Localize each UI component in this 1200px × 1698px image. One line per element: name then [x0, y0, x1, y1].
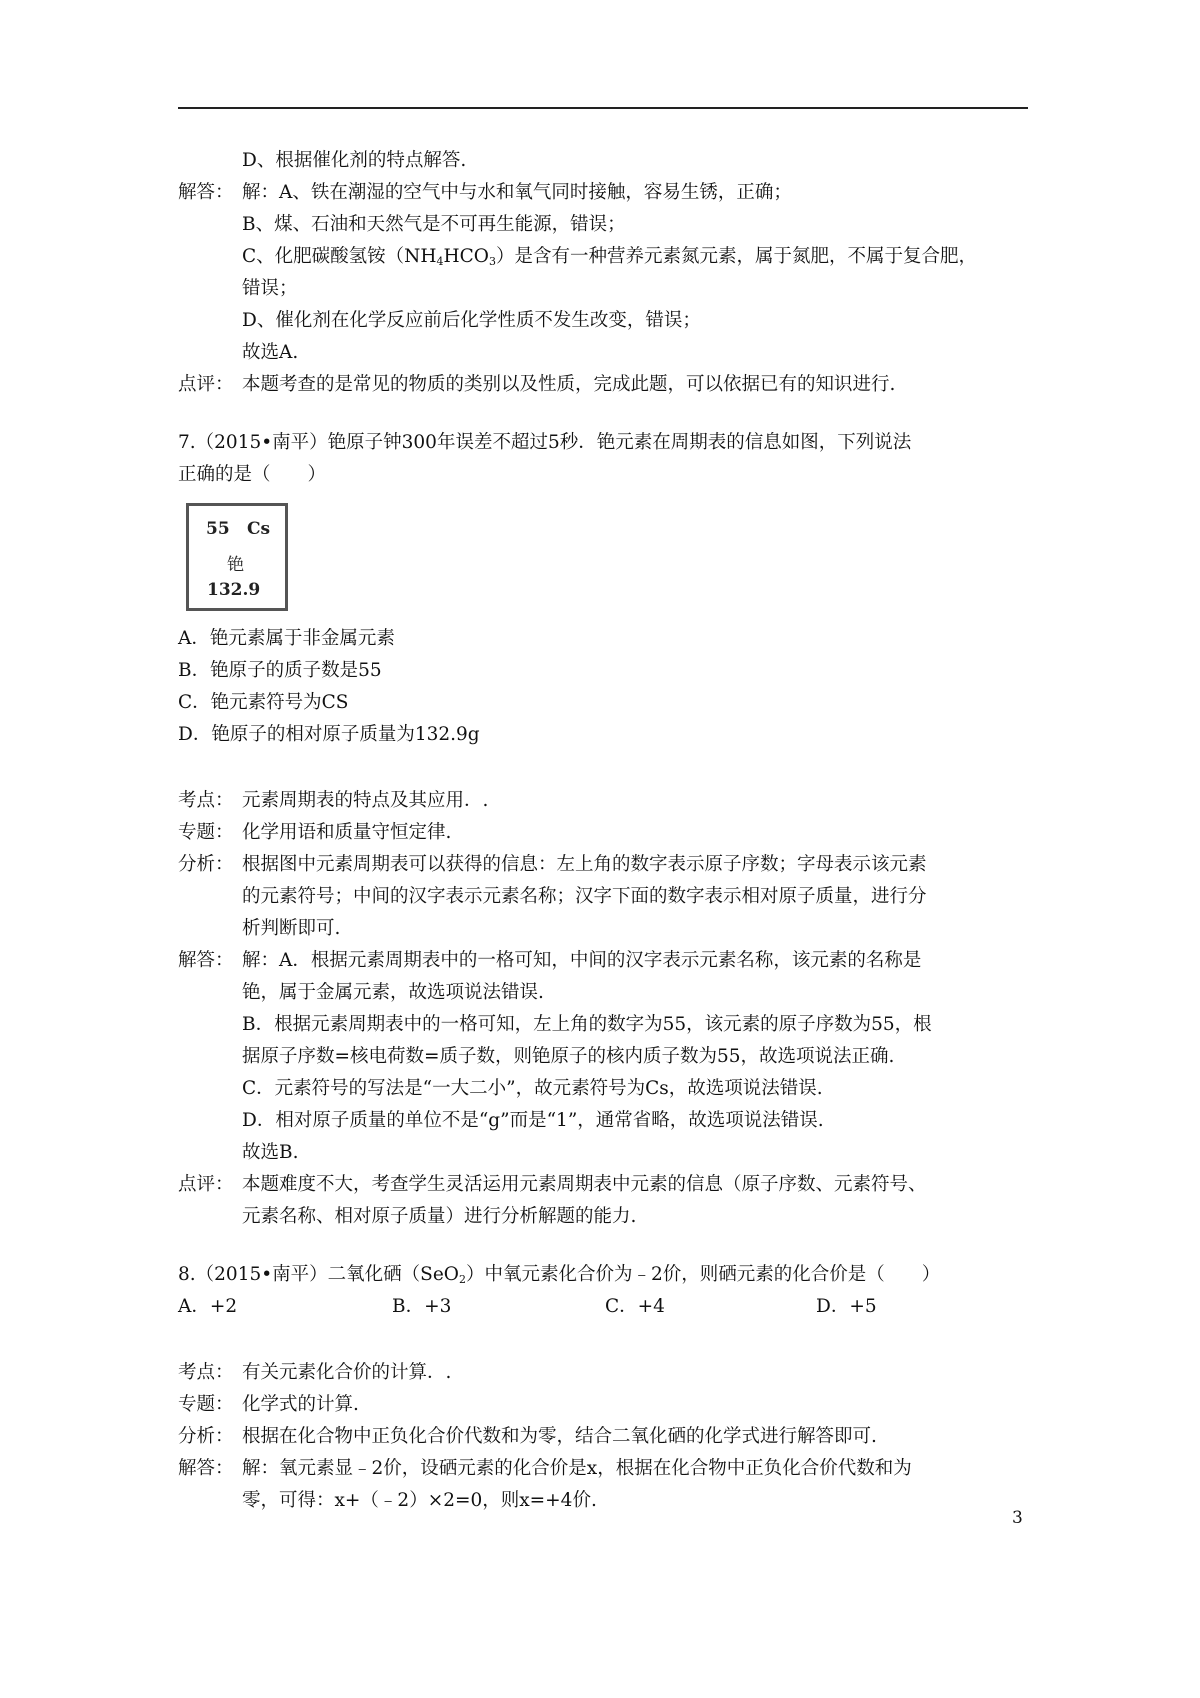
q8-kaodian: 有关元素化合价的计算．. — [242, 1362, 452, 1383]
q7-option-b: B．铯原子的质子数是55 — [178, 660, 382, 681]
q6-analysis-d: D、根据催化剂的特点解答. — [242, 150, 467, 171]
q6-comment: 本题考查的是常见的物质的类别以及性质，完成此题，可以依据已有的知识进行. — [242, 374, 896, 395]
q7-fenxi-1: 根据图中元素周期表可以获得的信息：左上角的数字表示原子序数；字母表示该元素 — [242, 854, 927, 875]
q8-option-b: B．+3 — [392, 1296, 452, 1317]
cell-atomic-number: 55 — [206, 519, 230, 539]
q7-fenxi-label: 分析： — [178, 854, 234, 875]
q6-answer-a: 解：A、铁在潮湿的空气中与水和氧气同时接触，容易生锈，正确； — [242, 182, 792, 203]
q7-zhuanti: 化学用语和质量守恒定律. — [242, 822, 452, 843]
q7-jieda-2: 铯，属于金属元素，故选项说法错误. — [242, 982, 544, 1003]
cell-name: 铯 — [227, 555, 244, 575]
q6-answer-label: 解答： — [178, 182, 234, 203]
cell-mass: 132.9 — [207, 580, 261, 600]
q8-fenxi: 根据在化合物中正负化合价代数和为零，结合二氧化硒的化学式进行解答即可. — [242, 1426, 877, 1447]
q8-option-a: A．+2 — [178, 1296, 238, 1317]
q7-dianping-2: 元素名称、相对原子质量）进行分析解题的能力. — [242, 1206, 637, 1227]
q6-answer-c: C、化肥碳酸氢铵$(NH_4HCO_3)$是含有一种营养元素氮元素，属于氮肥，不属于复合肥， — [242, 246, 977, 268]
q7-fenxi-2: 的元素符号；中间的汉字表示元素名称；汉字下面的数字表示相对原子质量，进行分 — [242, 886, 927, 907]
q7-zhuanti-label: 专题： — [178, 822, 234, 843]
q7-option-c: C．铯元素符号为CS — [178, 692, 349, 713]
q7-kaodian-label: 考点： — [178, 790, 234, 811]
q8-stem: 8.（2015•南平）二氧化硒（SeO$_2$）中氧元素化合价为﹣2价，则硒元素的化合价是（ ） — [178, 1264, 941, 1286]
cesium-periodic-cell — [186, 503, 288, 611]
q8-kaodian-label: 考点： — [178, 1362, 234, 1383]
q6-answer-c-cont: 错误； — [242, 278, 298, 299]
q7-dianping-1: 本题难度不大，考查学生灵活运用元素周期表中元素的信息（原子序数、元素符号、 — [242, 1174, 927, 1195]
q7-jieda-4: 据原子序数=核电荷数=质子数，则铯原子的核内质子数为55，故选项说法正确. — [242, 1046, 895, 1067]
q8-jieda-2: 零，可得：x+（﹣2）×2=0，则x=+4价. — [242, 1490, 597, 1511]
q8-zhuanti-label: 专题： — [178, 1394, 234, 1415]
cell-symbol: Cs — [247, 519, 271, 539]
q6-answer-b: B、煤、石油和天然气是不可再生能源，错误； — [242, 214, 626, 235]
q7-fenxi-3: 析判断即可. — [242, 918, 341, 939]
q8-jieda-label: 解答： — [178, 1458, 234, 1479]
q7-kaodian: 元素周期表的特点及其应用．. — [242, 790, 489, 811]
q7-jieda-1: 解：A．根据元素周期表中的一格可知，中间的汉字表示元素名称，该元素的名称是 — [242, 950, 922, 971]
q7-jieda-6: D．相对原子质量的单位不是“g”而是“1”，通常省略，故选项说法错误. — [242, 1110, 824, 1131]
q7-jieda-3: B．根据元素周期表中的一格可知，左上角的数字为55，该元素的原子序数为55，根 — [242, 1014, 932, 1035]
q7-jieda-7: 故选B. — [242, 1142, 299, 1163]
q6-choice: 故选A. — [242, 342, 299, 363]
q7-dianping-label: 点评： — [178, 1174, 234, 1195]
q7-option-d: D．铯原子的相对原子质量为132.9g — [178, 724, 480, 745]
q8-option-d: D．+5 — [816, 1296, 877, 1317]
q6-answer-d: D、催化剂在化学反应前后化学性质不发生改变，错误； — [242, 310, 701, 331]
q6-comment-label: 点评： — [178, 374, 234, 395]
header-rule — [178, 107, 1028, 109]
q7-stem-1: 7.（2015•南平）铯原子钟300年误差不超过5秒．铯元素在周期表的信息如图，下列说法 — [178, 432, 912, 453]
q8-fenxi-label: 分析： — [178, 1426, 234, 1447]
q7-option-a: A．铯元素属于非金属元素 — [178, 628, 395, 649]
page-number: 3 — [1012, 1508, 1023, 1528]
q7-stem-2: 正确的是（ ） — [178, 464, 327, 485]
q8-option-c: C．+4 — [605, 1296, 665, 1317]
q8-zhuanti: 化学式的计算. — [242, 1394, 359, 1415]
q7-jieda-5: C．元素符号的写法是“一大二小”，故元素符号为Cs，故选项说法错误. — [242, 1078, 823, 1099]
q7-jieda-label: 解答： — [178, 950, 234, 971]
q8-jieda-1: 解：氧元素显﹣2价，设硒元素的化合价是x，根据在化合物中正负化合价代数和为 — [242, 1458, 912, 1479]
